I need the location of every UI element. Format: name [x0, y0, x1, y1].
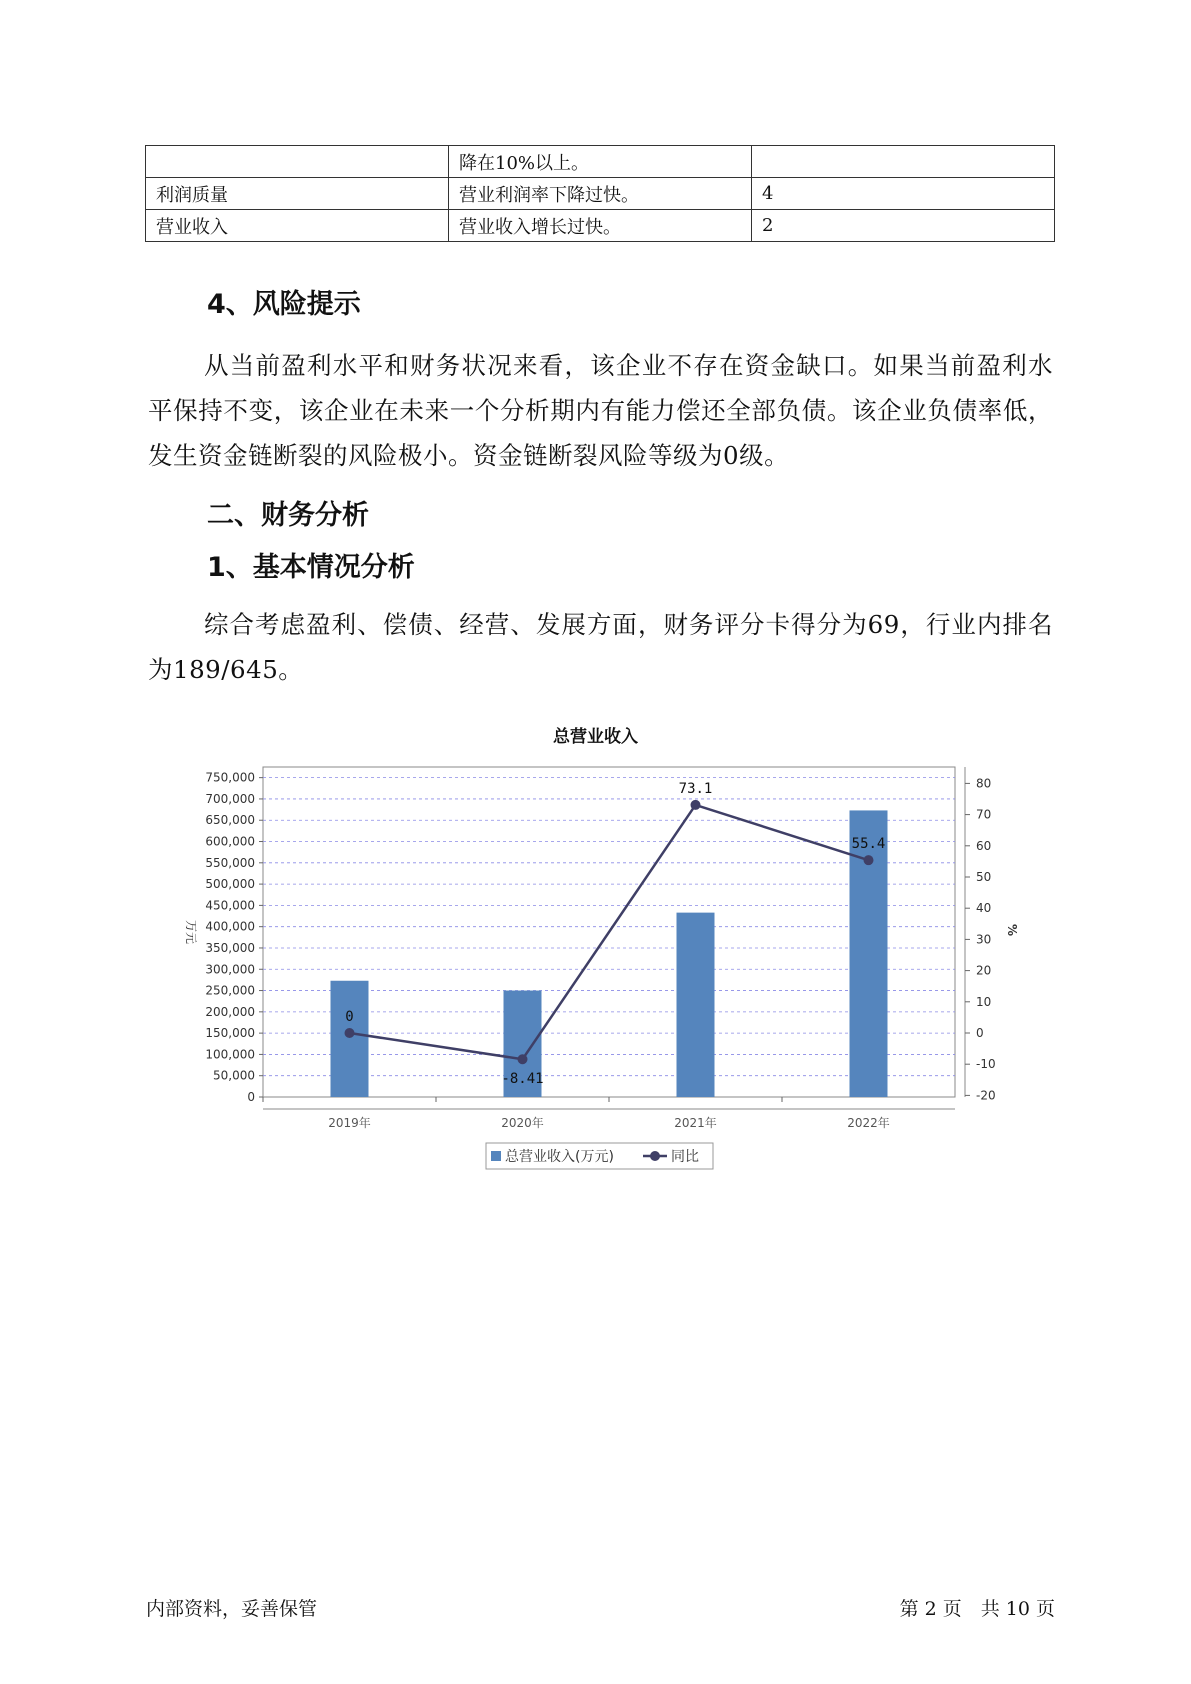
y-tick-label: 600,000: [205, 834, 255, 849]
y-tick-label: 550,000: [205, 855, 255, 870]
legend-line-label: 同比: [671, 1149, 699, 1165]
yoy-data-label: -8.41: [501, 1071, 544, 1088]
y-tick-label: 350,000: [205, 940, 255, 955]
table-cell-score: 4: [752, 178, 1055, 210]
page-number: 第 2 页 共 10 页: [899, 1598, 1055, 1620]
table-cell-item: 利润质量: [146, 178, 449, 210]
y-tick-label: 650,000: [205, 813, 255, 828]
y-tick-label: 150,000: [205, 1026, 255, 1041]
part-heading-financial: 二、财务分析: [207, 500, 369, 531]
y-tick-label: 700,000: [205, 791, 255, 806]
y-tick-label: 0: [247, 1090, 255, 1104]
y2-tick-label: 40: [976, 901, 992, 916]
y2-tick-label: 60: [976, 838, 992, 853]
y-tick-label: 50,000: [213, 1068, 255, 1083]
y-tick-label: 400,000: [205, 919, 255, 934]
footer-note: 内部资料，妥善保管: [146, 1598, 318, 1620]
yoy-point: [864, 855, 874, 865]
y-tick-label: 200,000: [205, 1004, 255, 1019]
bar: [850, 810, 888, 1097]
yoy-data-label: 73.1: [678, 780, 713, 797]
y2-tick-label: 50: [976, 870, 992, 884]
legend-line-marker: [650, 1151, 660, 1161]
yoy-point: [518, 1054, 528, 1064]
x-tick-label: 2020年: [501, 1116, 544, 1130]
table-cell-item: 营业收入: [146, 210, 449, 242]
y-tick-label: 750,000: [205, 770, 255, 785]
y2-tick-label: 30: [976, 932, 992, 947]
legend-bar-label: 总营业收入(万元): [505, 1149, 614, 1165]
x-tick-label: 2022年: [847, 1116, 890, 1130]
y2-tick-label: -20: [976, 1088, 996, 1103]
table-cell-desc: 营业利润率下降过快。: [449, 178, 752, 210]
y-tick-label: 450,000: [205, 898, 255, 913]
y-tick-label: 250,000: [205, 983, 255, 998]
yoy-data-label: 55.4: [851, 836, 886, 853]
yoy-data-label: 0: [345, 1009, 354, 1025]
table-cell-desc: 降在10%以上。: [449, 146, 752, 178]
yoy-point: [345, 1028, 355, 1038]
bar: [331, 981, 369, 1097]
bar: [677, 913, 715, 1097]
y2-tick-label: 10: [976, 994, 992, 1009]
y-tick-label: 500,000: [205, 877, 255, 892]
section-heading-risk: 4、风险提示: [207, 289, 361, 320]
x-tick-label: 2021年: [674, 1116, 717, 1130]
y2-tick-label: 0: [976, 1026, 984, 1040]
yoy-point: [691, 800, 701, 810]
y2-tick-label: 70: [976, 807, 992, 822]
y2-tick-label: 80: [976, 776, 992, 791]
basic-paragraph: 综合考虑盈利、偿债、经营、发展方面，财务评分卡得分为69，行业内排名为189/645。: [148, 610, 1053, 684]
table-cell-score: 2: [752, 210, 1055, 242]
y2-axis-label: %: [1005, 923, 1019, 937]
risk-paragraph: 从当前盈利水平和财务状况来看，该企业不存在资金缺口。如果当前盈利水平保持不变，该企业在未来一个分析期内有能力偿还全部负债。该企业负债率低，发生资金链断裂的风险极小。资金链断裂风险等级为0级。: [148, 351, 1053, 470]
section-heading-basic: 1、基本情况分析: [207, 552, 415, 583]
y-tick-label: 300,000: [205, 962, 255, 977]
y2-tick-label: 20: [976, 963, 992, 978]
y-axis-label: 万元: [184, 919, 198, 945]
chart-title: 总营业收入: [553, 727, 638, 747]
y-tick-label: 100,000: [205, 1047, 255, 1062]
x-tick-label: 2019年: [328, 1116, 371, 1130]
y2-tick-label: -10: [976, 1057, 996, 1072]
legend-bar-swatch: [491, 1151, 501, 1161]
table-cell-desc: 营业收入增长过快。: [449, 210, 752, 242]
